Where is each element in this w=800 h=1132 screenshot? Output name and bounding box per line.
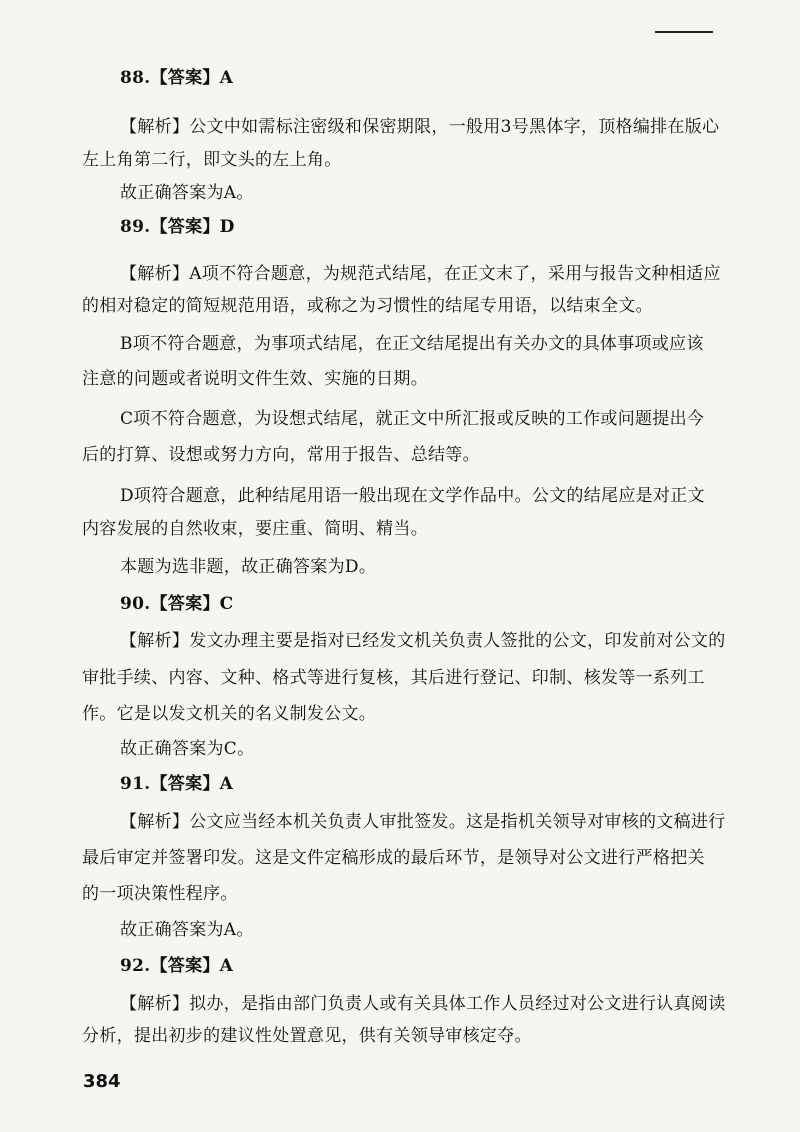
q89-option-a-line-1: 【解析】A项不符合题意，为规范式结尾，在正文末了，采用与报告文种相适应 xyxy=(120,264,721,284)
q89-option-c-line-2: 后的打算、设想或努力方向，常用于报告、总结等。 xyxy=(82,445,480,465)
q90-analysis-line-3: 作。它是以发文机关的名义制发公文。 xyxy=(82,704,377,724)
q89-option-b-line-2: 注意的问题或者说明文件生效、实施的日期。 xyxy=(82,369,428,389)
q90-answer: 90.【答案】C xyxy=(120,594,234,614)
q89-option-b-line-1: B项不符合题意，为事项式结尾，在正文结尾提出有关办文的具体事项或应该 xyxy=(120,334,704,354)
q89-answer: 89.【答案】D xyxy=(120,217,235,237)
q90-analysis-line-2: 审批手续、内容、文种、格式等进行复核，其后进行登记、印制、核发等一系列工 xyxy=(82,668,705,688)
q89-conclusion: 本题为选非题，故正确答案为D。 xyxy=(120,557,377,577)
q91-analysis-line-1: 【解析】公文应当经本机关负责人审批签发。这是指机关领导对审核的文稿进行 xyxy=(120,812,726,832)
q90-conclusion: 故正确答案为C。 xyxy=(120,739,255,759)
page-number: 384 xyxy=(83,1071,121,1092)
q92-analysis-line-1: 【解析】拟办，是指由部门负责人或有关具体工作人员经过对公文进行认真阅读 xyxy=(120,994,726,1014)
q91-analysis-line-3: 的一项决策性程序。 xyxy=(82,884,238,904)
q92-answer: 92.【答案】A xyxy=(120,956,234,976)
q89-option-c-line-1: C项不符合题意，为设想式结尾，就正文中所汇报或反映的工作或问题提出今 xyxy=(120,409,705,429)
q91-conclusion: 故正确答案为A。 xyxy=(120,920,254,940)
q90-analysis-line-1: 【解析】发文办理主要是指对已经发文机关负责人签批的公文，印发前对公文的 xyxy=(120,631,726,651)
q89-option-a-line-2: 的相对稳定的简短规范用语，或称之为习惯性的结尾专用语，以结束全文。 xyxy=(82,296,653,316)
q88-answer: 88.【答案】A xyxy=(120,68,234,88)
q91-answer: 91.【答案】A xyxy=(120,774,234,794)
q89-option-d-line-1: D项符合题意，此种结尾用语一般出现在文学作品中。公文的结尾应是对正文 xyxy=(120,486,705,506)
header-rule xyxy=(655,31,713,33)
q88-analysis-line-2: 左上角第二行，即文头的左上角。 xyxy=(82,150,342,170)
q88-analysis-line-1: 【解析】公文中如需标注密级和保密期限，一般用3号黑体字，顶格编排在版心 xyxy=(120,117,720,137)
q88-conclusion: 故正确答案为A。 xyxy=(120,183,254,203)
q92-analysis-line-2: 分析，提出初步的建议性处置意见，供有关领导审核定夺。 xyxy=(82,1026,532,1046)
q89-option-d-line-2: 内容发展的自然收束，要庄重、简明、精当。 xyxy=(82,519,428,539)
q91-analysis-line-2: 最后审定并签署印发。这是文件定稿形成的最后环节，是领导对公文进行严格把关 xyxy=(82,848,705,868)
